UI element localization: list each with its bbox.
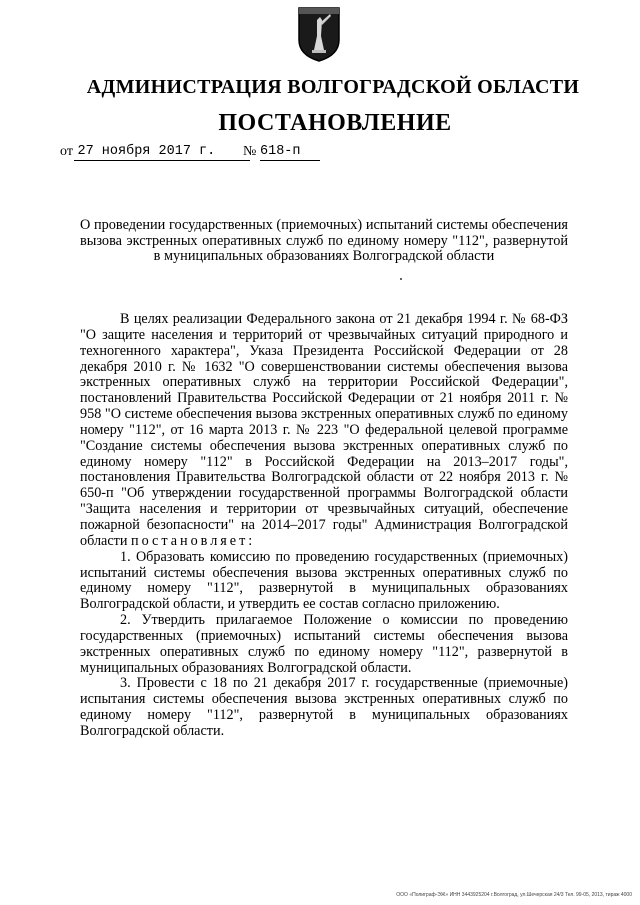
decree-item-2: 2. Утвердить прилагаемое Положение о комиссии по проведению государственных (приемочных) испытаний системы обеспечения вызова экстренных оперативных служб по единому номеру "112", развернутой в муниципальных образованиях Волгоградской области. [80, 612, 568, 676]
document-number [260, 143, 320, 161]
preamble-text: В целях реализации Федерального закона от 21 декабря 1994 г. № 68-ФЗ "О защите населения и территорий от чрезвычайных ситуаций природного и техногенного характера", Указа Президента Российской Федерации от 28 декабря 2010 г. № 1632 "О совершенствовании системы обеспечения вызова экстренных оперативных служб на территории Российской Федерации", постановлений Правительства Российской Федерации от 21 ноября 2011 г. № 958 "О системе обеспечения вызова экстренных оперативных служб по единому номеру "112", от 16 марта 2013 г. № 223 "О федеральной целевой программе "Создание системы обеспечения вызова экстренных оперативных служб по единому номеру "112" в Российской Федерации на 2013–2017 годы", постановления Правительства Волгоградской области от 22 ноября 2013 г. № 650-п "Об утверждении государственной программы Волгоградской области "Защита населения и территории от чрезвычайных ситуаций, обеспечение пожарной безопасности" на 2014–2017 годы" Администрация Волгоградской области [80, 311, 568, 549]
decree-item-1: 1. Образовать комиссию по проведению государственных (приемочных) испытаний системы обеспечения вызова экстренных оперативных служб по единому номеру "112", развернутой в муниципальных образованиях Волгоградской области, и утвердить ее состав согласно приложению. [80, 548, 568, 613]
document-number-value: 618-п [260, 144, 301, 159]
organization-title: АДМИНИСТРАЦИЯ ВОЛГОГРАДСКОЙ ОБЛАСТИ [86, 76, 580, 98]
date-label: от [60, 144, 73, 159]
decree-item-3: 3. Провести с 18 по 21 декабря 2017 г. государственные (приемочные) испытания системы обеспечения вызова экстренных оперативных служб по единому номеру "112", развернутой в муниципальных образованиях Волгоградской области. [80, 675, 568, 739]
document-type-title: ПОСТАНОВЛЕНИЕ [218, 110, 452, 136]
number-label: № [243, 144, 257, 159]
document-date [74, 143, 250, 161]
document-date-value: 27 ноября 2017 г. [77, 144, 216, 159]
document-subject: О проведении государственных (приемочных) испытаний системы обеспечения вызова экстренных оперативных служб по единому номеру "112", развернутой в муниципальных образованиях Волгоградской области [80, 217, 568, 264]
scan-speck [400, 278, 402, 280]
document-body [80, 312, 568, 740]
decree-word: постановляет: [130, 532, 256, 549]
preamble-paragraph [80, 312, 568, 550]
coat-of-arms-icon [297, 6, 341, 62]
printer-imprint: ООО «Полиграф-ЭЖ» ИНН 3443925204 г.Волгоград, ул.Шечерская 24/3 Тел. 99-05, 2013, тираж 4000 [396, 892, 632, 898]
